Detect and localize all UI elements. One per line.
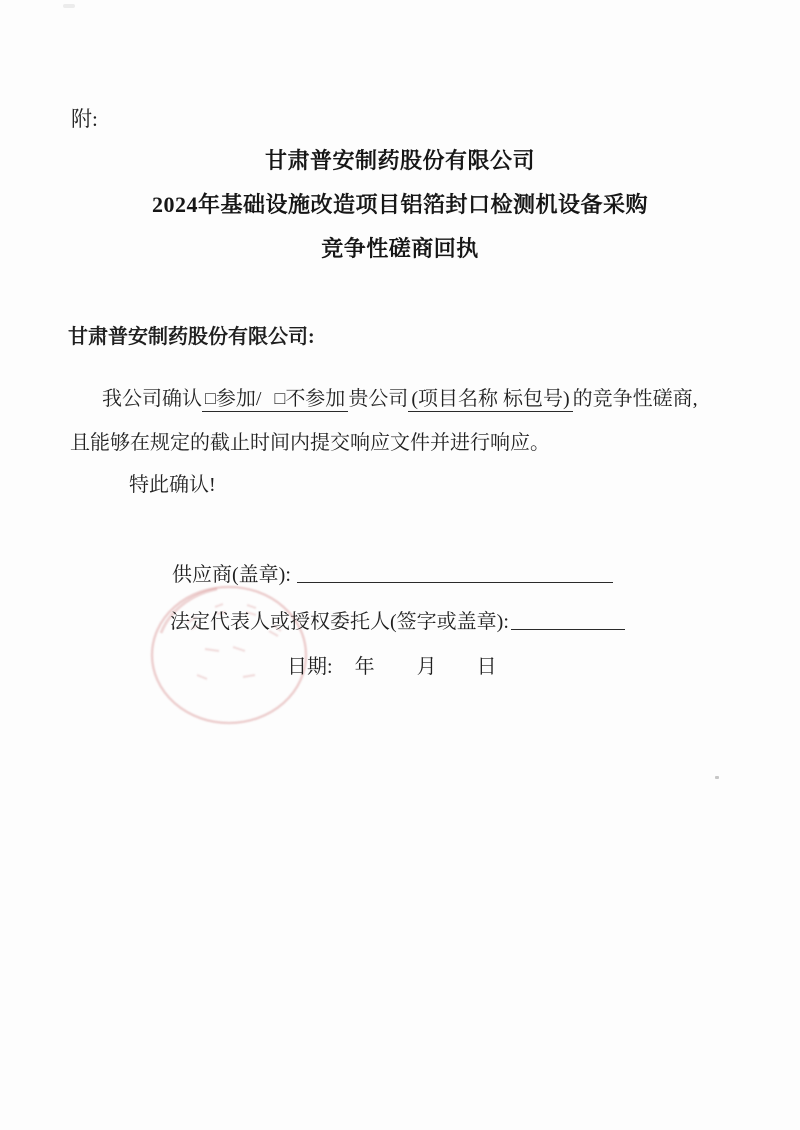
attachment-label: 附: [71, 107, 98, 131]
project-name-blank: (项目名称 标包号) [408, 388, 572, 412]
supplier-signature-blank [297, 562, 613, 583]
supplier-label: 供应商(盖章): [172, 564, 291, 586]
decline-label: 不参加 [285, 388, 346, 410]
representative-signature-row [170, 605, 625, 634]
supplier-signature-row [172, 558, 613, 587]
representative-label: 法定代表人或授权委托人(签字或盖章): [170, 611, 509, 633]
title-block [0, 139, 800, 271]
scan-speck [715, 776, 719, 779]
confirm-middle: 贵公司 [348, 388, 409, 410]
date-label: 日期: [287, 656, 333, 678]
month-label: 月 [416, 656, 437, 678]
commitment-line: 且能够在规定的截止时间内提交响应文件并进行响应。 [70, 432, 550, 454]
year-label: 年 [354, 656, 375, 678]
checkbox-decline-icon: □ [274, 388, 286, 408]
receipt-title: 竞争性磋商回执 [321, 236, 479, 261]
company-title: 甘肃普安制药股份有限公司 [264, 148, 535, 173]
salutation: 甘肃普安制药股份有限公司: [68, 326, 315, 348]
day-label: 日 [476, 656, 497, 678]
representative-signature-blank [511, 609, 625, 630]
participate-label: 参加/ [215, 388, 262, 410]
confirm-prefix: 我公司确认 [102, 388, 202, 410]
checkbox-participate-icon: □ [205, 388, 216, 408]
project-title: 2024年基础设施改造项目铝箔封口检测机设备采购 [151, 192, 648, 217]
options-blank [202, 388, 348, 412]
date-row [287, 650, 497, 679]
confirm-suffix: 的竞争性磋商, [572, 388, 698, 410]
scan-smudge [63, 4, 75, 8]
confirmation-line [102, 382, 698, 411]
closing-line: 特此确认! [129, 474, 216, 496]
